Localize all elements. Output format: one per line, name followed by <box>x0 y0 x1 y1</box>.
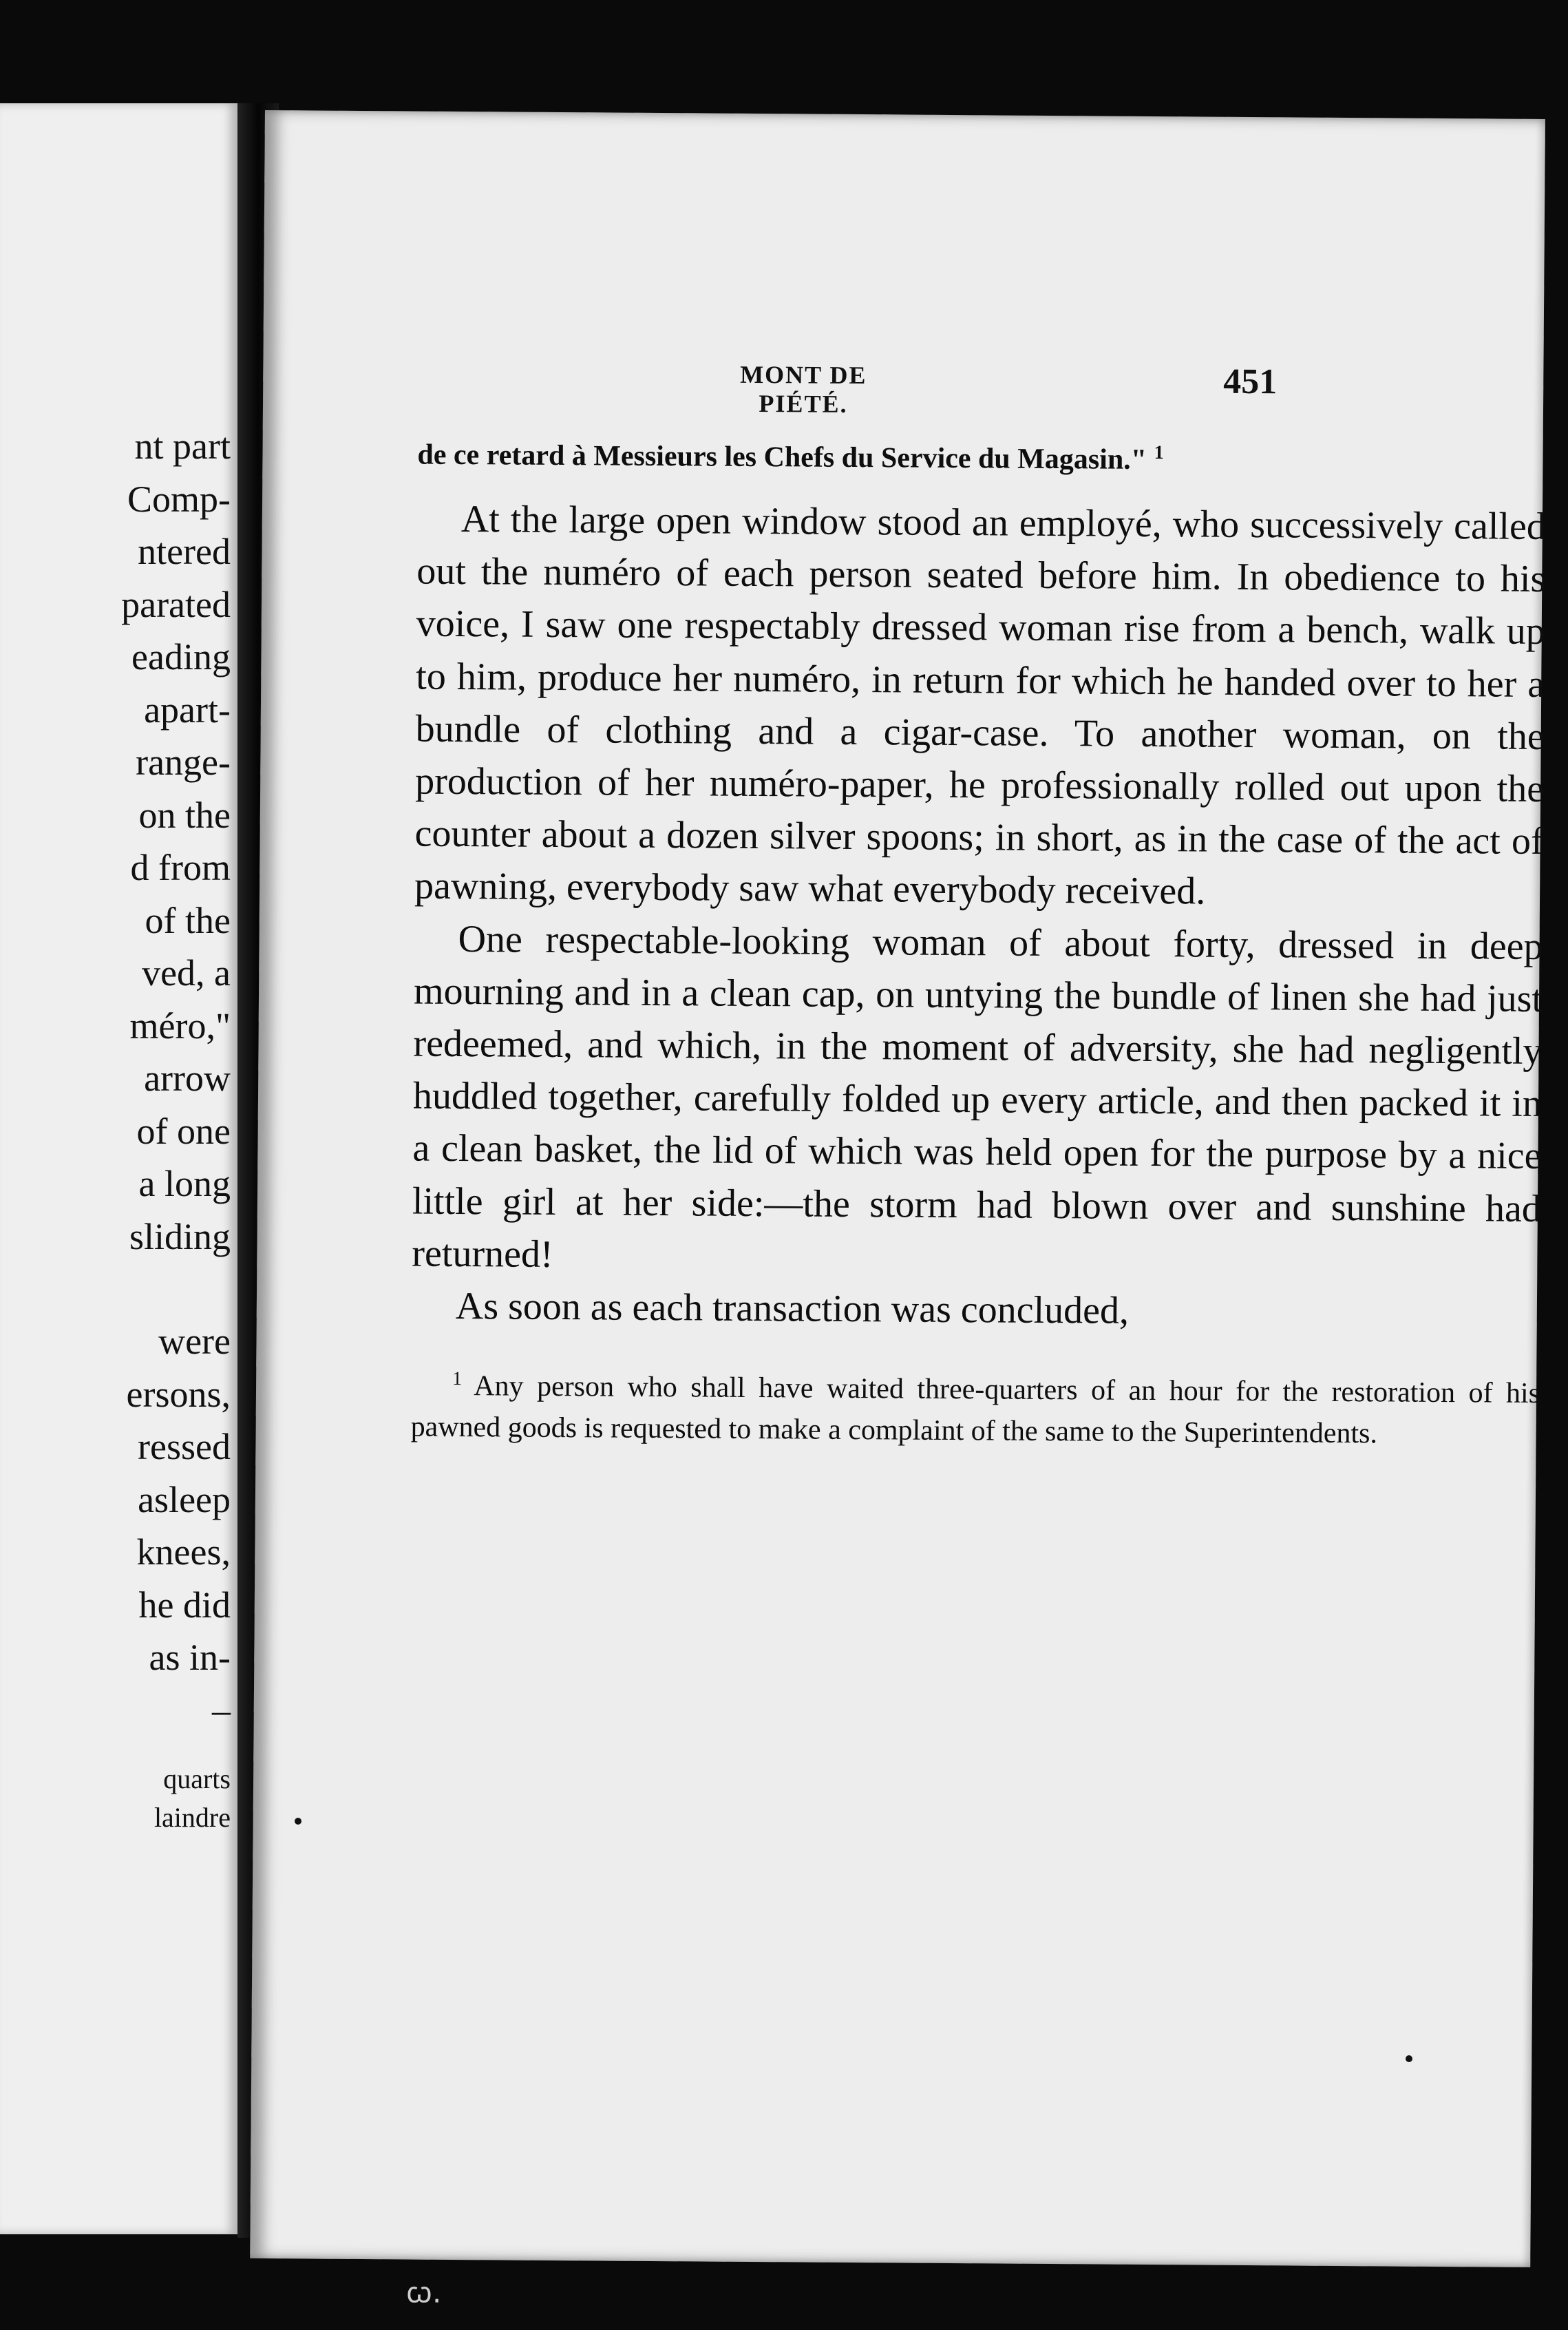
left-line-fragment: were <box>158 1321 231 1362</box>
left-footnote-fragment: laindre <box>153 1802 231 1833</box>
left-line-fragment: ressed <box>138 1426 231 1467</box>
left-line-fragment: – <box>212 1689 231 1731</box>
left-line-fragment: on the <box>138 794 231 836</box>
left-footnote-fragment: quarts <box>163 1763 231 1794</box>
quote-text: de ce retard à Messieurs les Chefs du Service du Magasin." <box>417 439 1147 476</box>
footnote <box>410 1365 1540 1456</box>
paragraph-employe: At the large open window stood an employé, who successively called out the numéro of each person seated before him. In obedience to his voice, I saw one respectably dressed woman rise from a bench, walk up to him, produce her numéro, in return for which he handed over to her a bundle of clothing and a cigar-case. To another woman, on the production of her numéro-paper, he professionally rolled out upon the counter about a dozen silver spoons; in short, as in the case of the act of pawning, everybody saw what everybody received. <box>414 498 1547 913</box>
footnote-reference: 1 <box>1154 442 1164 464</box>
right-page <box>250 110 1545 2267</box>
left-page-text <box>121 420 231 1837</box>
left-line-fragment: of the <box>145 899 231 941</box>
left-line-fragment: arrow <box>144 1058 231 1099</box>
margin-speck <box>295 1818 301 1825</box>
paragraph-transaction: As soon as each transaction was concluded, <box>455 1285 1130 1332</box>
left-line-fragment: ersons, <box>126 1373 231 1415</box>
left-line-fragment: d from <box>130 847 231 888</box>
quote-continuation <box>417 435 1546 483</box>
scan-artifact: ꞷ. <box>406 2276 442 2309</box>
page-body <box>410 435 1546 1456</box>
left-line-fragment: asleep <box>138 1478 231 1520</box>
left-line-fragment: sliding <box>129 1215 231 1257</box>
left-line-fragment: range- <box>136 742 231 783</box>
left-line-fragment: eading <box>131 636 231 678</box>
left-line-fragment: ntered <box>138 531 231 572</box>
footnote-marker: 1 <box>452 1368 463 1390</box>
left-line-fragment: of one <box>136 1110 231 1152</box>
left-page <box>0 103 237 2234</box>
margin-speck <box>1406 2055 1412 2062</box>
left-line-fragment: nt part <box>134 426 231 467</box>
left-line-fragment: he did <box>138 1584 231 1626</box>
left-line-fragment: ved, a <box>142 952 231 994</box>
paragraph-mourning-woman: One respectable-looking woman of about forty, dressed in deep mourning and in a clean cap, on untying the bundle of linen she had just redeemed, and which, in the moment of adversity, she had negligently huddled together, carefully folded up every article, and then packed it in a clean basket, the lid of which was held open for the purpose by a nice little girl at her side:—the storm had blown over and sunshine had returned! <box>412 917 1543 1276</box>
left-line-fragment: a long <box>138 1163 231 1204</box>
running-head: MONT DE PIÉTÉ. <box>740 360 867 418</box>
left-line-fragment: méro," <box>129 1005 231 1047</box>
left-line-fragment: as in- <box>149 1637 231 1678</box>
left-line-fragment: parated <box>121 583 231 625</box>
left-line-fragment: apart- <box>144 689 231 731</box>
left-line-fragment: Comp- <box>127 478 231 520</box>
footnote-text: Any person who shall have waited three-quarters of an hour for the restoration of his pawned goods is requested to make a complaint of the same to the Superintendents. <box>410 1370 1540 1450</box>
page-number: 451 <box>1223 361 1278 402</box>
left-line-fragment: knees, <box>136 1531 231 1573</box>
